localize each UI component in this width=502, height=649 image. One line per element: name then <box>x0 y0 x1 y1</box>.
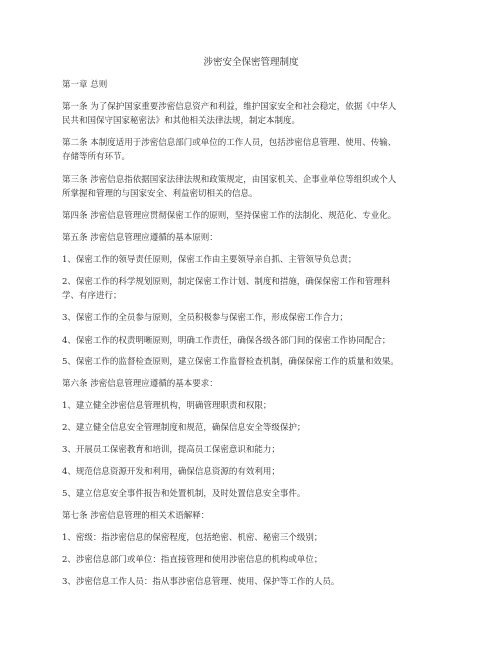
paragraph-line: 第三条 涉密信息指依据国家法律法规和政策规定，由国家机关、企事业单位等组织或个人 <box>62 175 397 185</box>
document-title: 涉密安全保密管理制度 <box>203 57 299 68</box>
list-item: 4、保密工作的权责明晰原则，明确工作责任，确保各级各部门间的保密工作协同配合； <box>62 336 391 346</box>
list-item: 5、保密工作的监督检查原则，建立保密工作监督检查机制，确保保密工作的质量和效果。 <box>62 357 399 367</box>
list-item: 1、密级：指涉密信息的保密程度，包括绝密、机密、秘密三个级别； <box>62 533 323 543</box>
list-item: 5、建立信息安全事件报告和处置机制，及时处置信息安全事件。 <box>62 489 306 499</box>
list-item: 3、保密工作的全员参与原则，全员积极参与保密工作，形成保密工作合力； <box>62 313 348 323</box>
list-item: 3、开展员工保密教育和培训，提高员工保密意识和能力； <box>62 445 280 455</box>
list-item: 1、保密工作的领导责任原则，保密工作由主要领导亲自抓、主管领导负总责； <box>62 255 357 265</box>
list-item: 学、有序进行； <box>62 291 122 301</box>
list-item: 1、建立健全涉密信息管理机构，明确管理职责和权限； <box>62 401 272 411</box>
paragraph-line: 存储等所有环节。 <box>62 152 131 162</box>
chapter-heading: 第一章 总则 <box>62 80 108 90</box>
paragraph-line: 所掌握和管理的与国家安全、利益密切相关的信息。 <box>62 189 258 199</box>
paragraph-line: 民共和国保守国家秘密法》和其他相关法律法规，制定本制度。 <box>62 116 301 126</box>
paragraph-line: 第五条 涉密信息管理应遵循的基本原则： <box>62 233 218 243</box>
list-item: 2、保密工作的科学规划原则，制定保密工作计划、制度和措施，确保保密工作和管理科 <box>62 277 391 287</box>
paragraph-line: 第七条 涉密信息管理的相关术语解释： <box>62 511 210 521</box>
paragraph-line: 第二条 本制度适用于涉密信息部门或单位的工作人员，包括涉密信息管理、使用、传输、 <box>62 138 397 148</box>
list-item: 3、涉密信息工作人员：指从事涉密信息管理、使用、保护等工作的人员。 <box>62 577 340 587</box>
list-item: 4、规范信息资源开发和利用，确保信息资源的有效利用； <box>62 467 280 477</box>
paragraph-line: 第六条 涉密信息管理应遵循的基本要求： <box>62 379 218 389</box>
list-item: 2、建立健全信息安全管理制度和规范，确保信息安全等级保护； <box>62 423 306 433</box>
list-item: 2、涉密信息部门或单位：指直接管理和使用涉密信息的机构或单位； <box>62 555 323 565</box>
paragraph-line: 第四条 涉密信息管理应贯彻保密工作的原则，坚持保密工作的法制化、规范化、专业化。 <box>62 211 397 221</box>
paragraph-line: 第一条 为了保护国家重要涉密信息资产和利益，维护国家安全和社会稳定，依据《中华人 <box>62 102 397 112</box>
